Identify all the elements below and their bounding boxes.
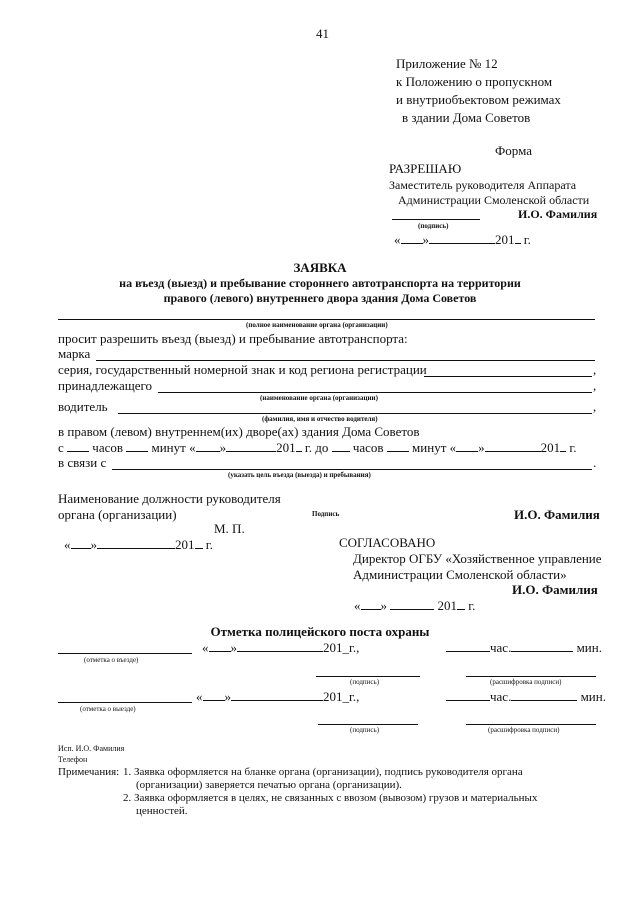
approver-signature-caption: (подпись): [418, 222, 449, 230]
head-date: « » 201 г.: [64, 537, 213, 552]
approver-position-1: Заместитель руководителя Аппарата: [389, 178, 577, 192]
to-day-field[interactable]: [456, 440, 478, 452]
approver-name: И.О. Фамилия: [518, 207, 598, 221]
document-subtitle-2: правого (левого) внутреннего двора здания Дома Советов: [163, 291, 477, 305]
stamp-label: М. П.: [214, 521, 245, 536]
entry-hour-field[interactable]: [446, 640, 490, 652]
brand-field[interactable]: [96, 360, 595, 361]
phone-label: Телефон: [58, 755, 88, 764]
appendix-line-2: к Положению о пропускном: [396, 74, 553, 89]
owner-label: принадлежащего: [58, 378, 153, 393]
exit-date: « » 201_г.,: [196, 689, 360, 704]
from-month-field[interactable]: [226, 440, 276, 452]
entry-signature-caption: (подпись): [350, 678, 380, 686]
from-hours-field[interactable]: [67, 440, 89, 452]
time-range-row: с часов минут « » 201 г. до часов минут « » 201 г.: [58, 440, 577, 455]
entry-month-field[interactable]: [237, 640, 323, 652]
approve-label: РАЗРЕШАЮ: [389, 161, 462, 176]
entry-mark-field[interactable]: [58, 653, 192, 654]
head-position-line-1: Наименование должности руководителя: [58, 491, 281, 506]
exit-month-field[interactable]: [231, 689, 323, 701]
agreed-position-1: Директор ОГБУ «Хозяйственное управление: [353, 551, 602, 566]
entry-time: час. мин.: [446, 640, 602, 656]
head-day-field[interactable]: [71, 537, 91, 549]
head-signature-label[interactable]: Подпись: [312, 510, 340, 518]
courtyard-text: в правом (левом) внутреннем(их) дворе(ах) здания Дома Советов: [58, 424, 420, 439]
from-year-field[interactable]: [296, 440, 302, 452]
executor-label: Исп. И.О. Фамилия: [58, 744, 125, 753]
exit-signature-line[interactable]: [318, 724, 418, 725]
exit-time: час. мин.: [446, 689, 606, 705]
entry-day-field[interactable]: [209, 640, 231, 652]
agreed-position-2: Администрации Смоленской области»: [353, 567, 567, 582]
entry-min-field[interactable]: [511, 640, 573, 652]
form-label: Форма: [495, 143, 532, 158]
owner-comma: ,: [593, 378, 597, 393]
approval-year-field[interactable]: [515, 232, 521, 244]
exit-min-field[interactable]: [511, 689, 577, 701]
entry-decode-line[interactable]: [466, 676, 596, 677]
approval-month-field[interactable]: [429, 232, 495, 244]
approval-day-field[interactable]: [401, 232, 423, 244]
to-month-field[interactable]: [485, 440, 541, 452]
brand-label: марка: [58, 346, 91, 361]
appendix-line-4: в здании Дома Советов: [402, 110, 531, 125]
head-year-field[interactable]: [195, 537, 203, 549]
to-minutes-field[interactable]: [387, 440, 409, 452]
request-text: просит разрешить въезд (выезд) и пребывание автотранспорта:: [58, 331, 408, 346]
exit-day-field[interactable]: [203, 689, 225, 701]
note-2-line-1: 2. Заявка оформляется в целях, не связанных с ввозом (вывозом) грузов и материальных: [123, 792, 538, 804]
police-title: Отметка полицейского поста охраны: [210, 624, 430, 639]
agreed-date: « » 201 г.: [354, 598, 476, 613]
agreed-day-field[interactable]: [361, 598, 381, 610]
owner-field[interactable]: [158, 392, 592, 393]
from-minutes-field[interactable]: [126, 440, 148, 452]
head-name: И.О. Фамилия: [514, 507, 600, 522]
exit-hour-field[interactable]: [446, 689, 490, 701]
entry-date: « » 201_г.,: [202, 640, 360, 655]
reason-field[interactable]: [112, 469, 592, 470]
note-2-line-2: ценностей.: [136, 805, 188, 817]
entry-signature-line[interactable]: [316, 676, 420, 677]
to-year-field[interactable]: [560, 440, 566, 452]
appendix-line-1: Приложение № 12: [396, 56, 498, 71]
driver-caption: (фамилия, имя и отчество водителя): [262, 415, 378, 423]
reason-period: .: [593, 455, 597, 470]
exit-mark-field[interactable]: [58, 702, 192, 703]
document-subtitle-1: на въезд (выезд) и пребывание стороннего автотранспорта на территории: [119, 276, 521, 290]
exit-caption: (отметка о выезде): [80, 705, 136, 713]
notes-label: Примечания:: [58, 766, 120, 778]
owner-caption: (наименование органа (организации): [260, 394, 378, 402]
agreed-month-field[interactable]: [390, 598, 434, 610]
from-day-field[interactable]: [196, 440, 220, 452]
agreed-year-field[interactable]: [457, 598, 465, 610]
driver-field[interactable]: [118, 413, 592, 414]
approver-position-2: Администрации Смоленской области: [398, 193, 590, 207]
to-hours-field-pre[interactable]: [332, 440, 350, 452]
driver-label: водитель: [58, 399, 108, 414]
exit-decode-caption: (расшифровка подписи): [488, 726, 560, 734]
agreed-label: СОГЛАСОВАНО: [339, 535, 436, 550]
head-month-field[interactable]: [97, 537, 175, 549]
approver-signature-line[interactable]: [392, 219, 480, 220]
plate-field[interactable]: [424, 376, 592, 377]
document-title: ЗАЯВКА: [293, 260, 347, 275]
organization-field[interactable]: [58, 319, 595, 320]
note-1-line-1: 1. Заявка оформляется на бланке органа (организации), подпись руководителя органа: [123, 766, 523, 778]
head-position-line-2: органа (организации): [58, 507, 177, 522]
plate-label: серия, государственный номерной знак и код региона регистрации: [58, 362, 427, 377]
agreed-name: И.О. Фамилия: [512, 582, 598, 597]
entry-caption: (отметка о въезде): [84, 656, 139, 664]
reason-caption: (указать цель въезда (выезда) и пребывания): [228, 471, 371, 479]
note-1-line-2: (организации) заверяется печатью органа (организации).: [136, 779, 402, 791]
reason-label: в связи с: [58, 455, 107, 470]
exit-signature-caption: (подпись): [350, 726, 380, 734]
approval-date: « » 201 г.: [394, 232, 531, 247]
entry-decode-caption: (расшифровка подписи): [490, 678, 562, 686]
page-number: 41: [316, 26, 329, 41]
organization-caption: (полное наименование органа (организации): [246, 321, 388, 329]
exit-decode-line[interactable]: [466, 724, 596, 725]
plate-comma: ,: [593, 362, 597, 377]
driver-comma: ,: [593, 399, 597, 414]
appendix-line-3: и внутриобъектовом режимах: [396, 92, 561, 107]
